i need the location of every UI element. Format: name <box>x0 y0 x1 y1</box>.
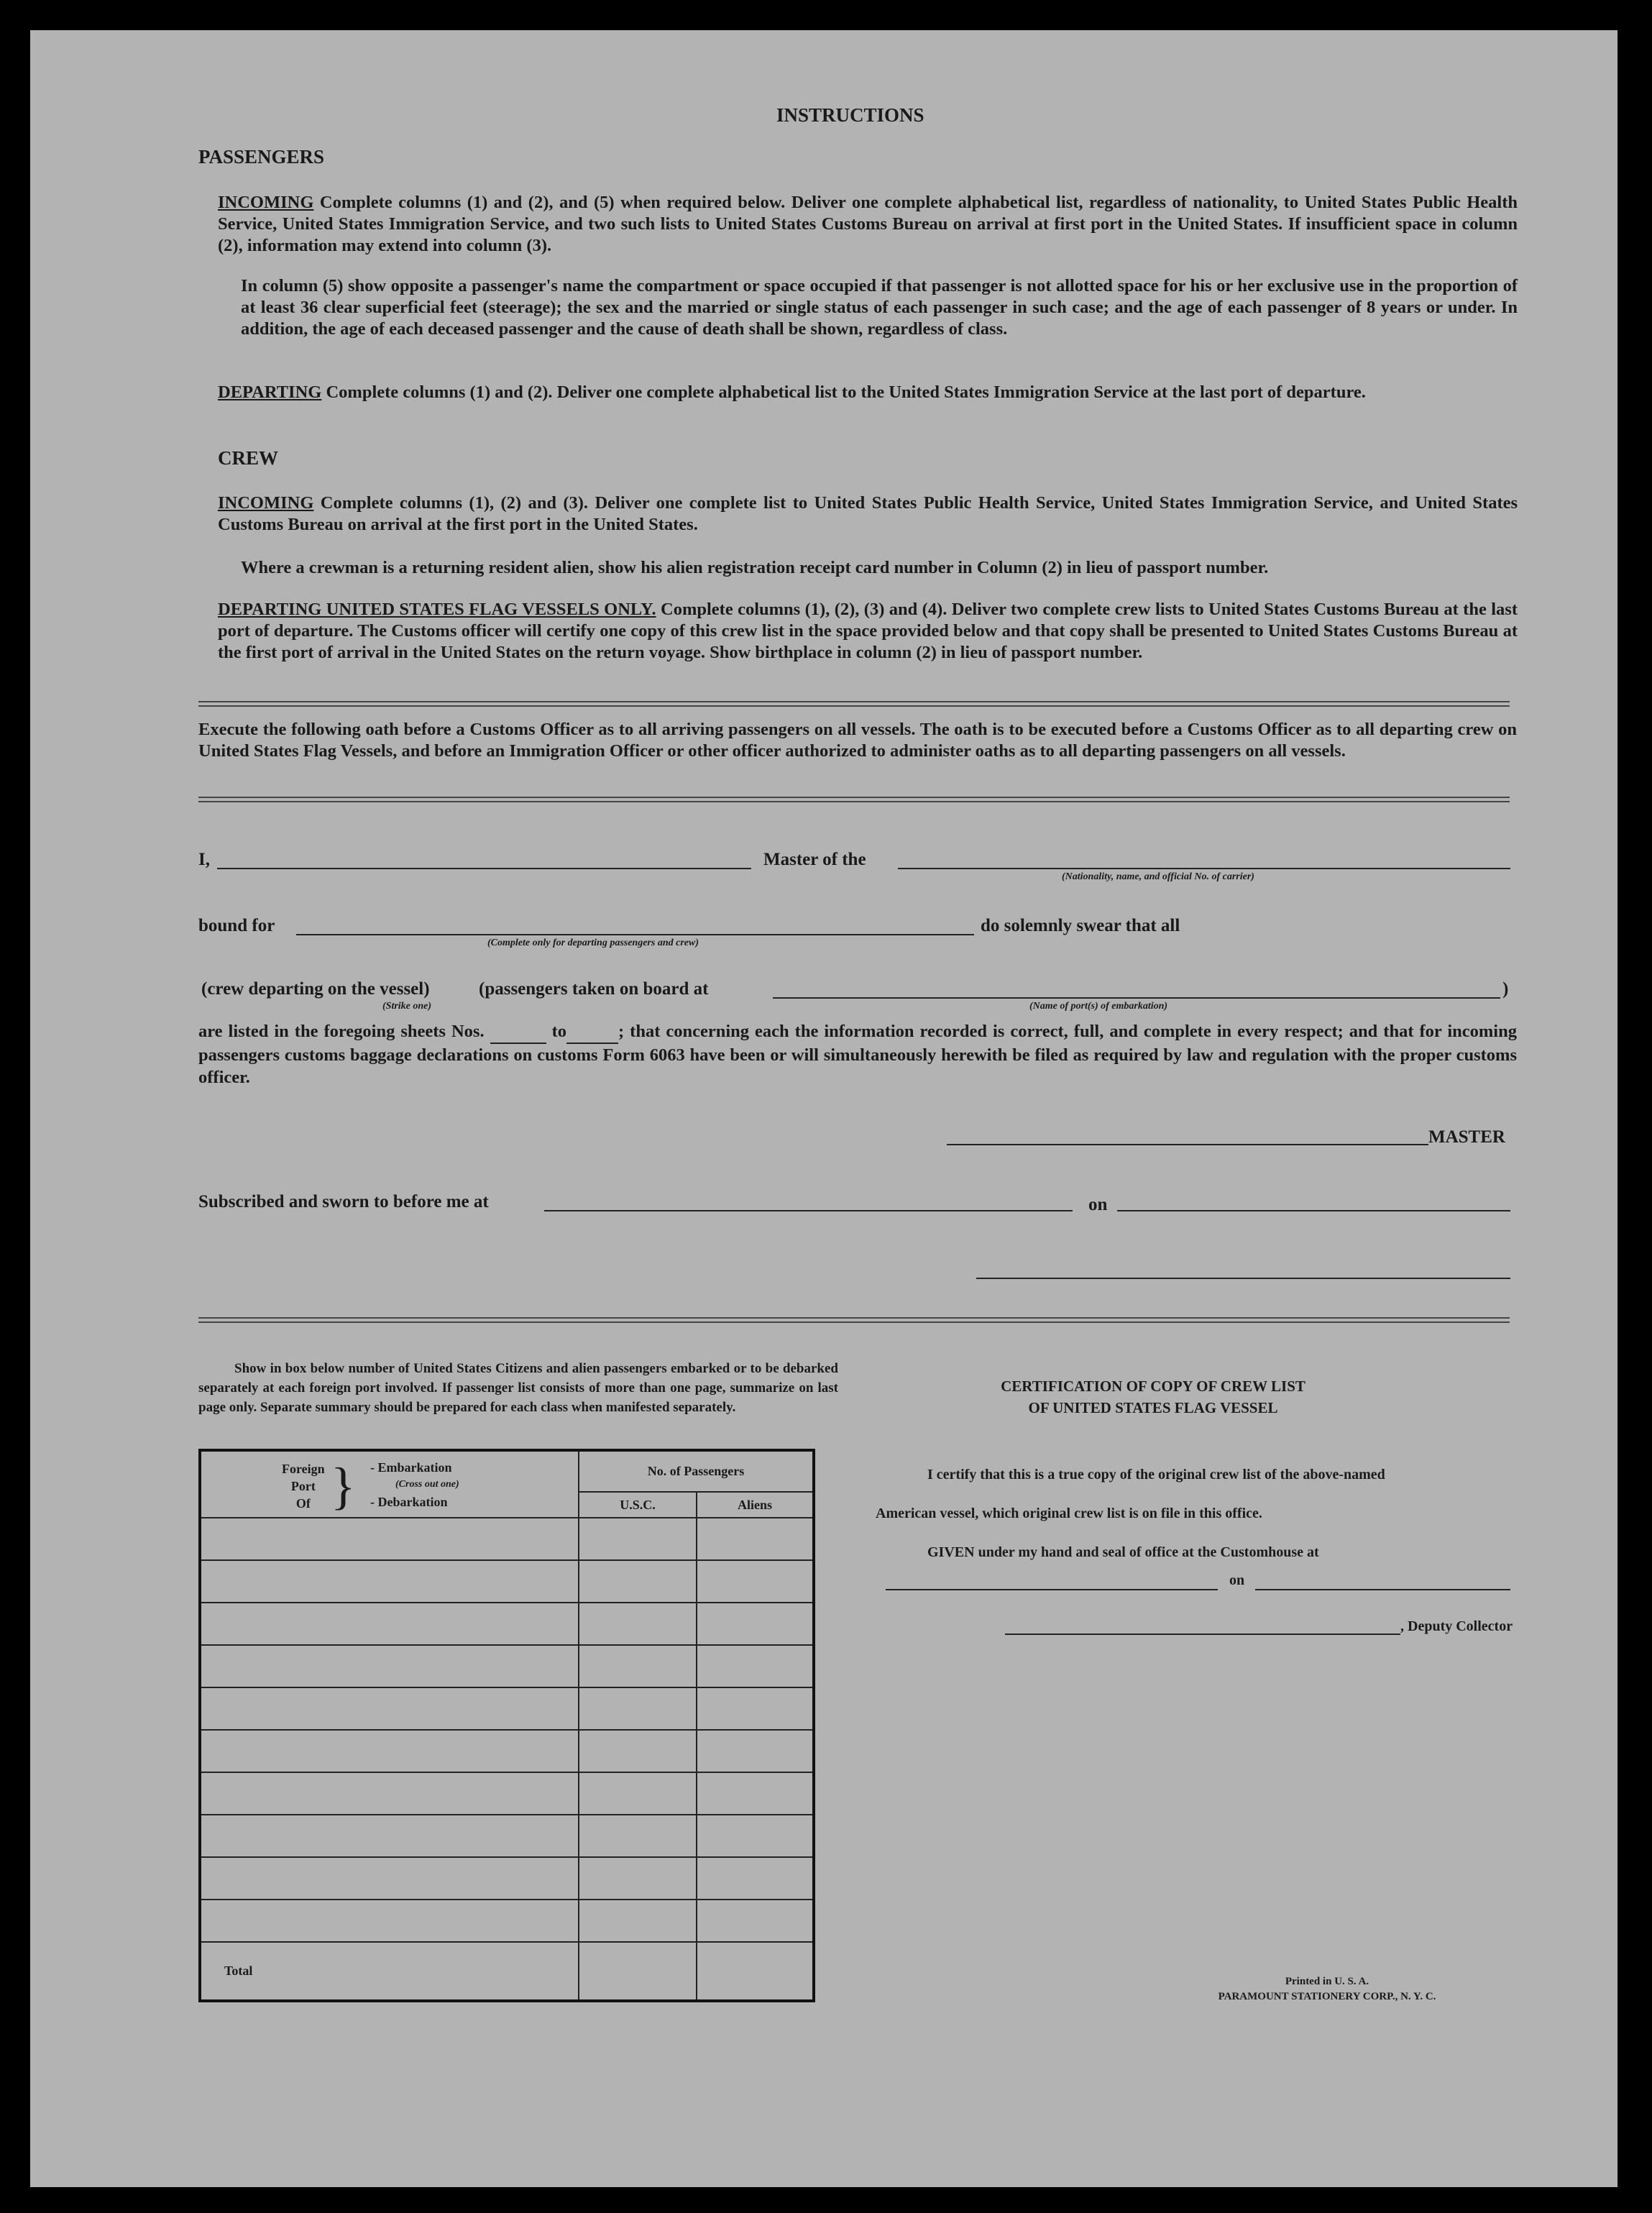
printer-imprint <box>1152 1974 1502 2004</box>
printer-company: PARAMOUNT STATIONERY CORP., N. Y. C. <box>1218 1991 1436 2002</box>
given-text: GIVEN under my hand and seal of office at the Customhouse at <box>927 1544 1319 1560</box>
crew-incoming-instruction <box>218 492 1518 536</box>
cross-out-note: (Cross out one) <box>395 1479 459 1490</box>
listed-prefix: are listed in the foregoing sheets Nos. <box>198 1022 485 1041</box>
usc-cell[interactable] <box>579 1645 697 1687</box>
port-cell[interactable] <box>200 1857 579 1900</box>
foreign-word: Foreign <box>282 1462 325 1476</box>
passenger-summary-table <box>198 1449 815 2002</box>
divider <box>198 701 1510 707</box>
strike-one-note: (Strike one) <box>382 1001 432 1012</box>
oath-statement <box>198 1020 1517 1089</box>
customhouse-field[interactable] <box>886 1589 1218 1590</box>
incoming-label: INCOMING <box>218 193 314 212</box>
certify-line2: American vessel, which original crew list is on file in this office. <box>876 1506 1262 1521</box>
subscribed-label: Subscribed and sworn to before me at <box>198 1192 489 1211</box>
usc-cell[interactable] <box>579 1857 697 1900</box>
usc-cell[interactable] <box>579 1603 697 1645</box>
ports-note: (Name of port(s) of embarkation) <box>1029 1001 1168 1012</box>
debarkation-label: - Debarkation <box>370 1495 448 1509</box>
certification-heading <box>864 1375 1442 1419</box>
carrier-note: (Nationality, name, and official No. of carrier) <box>1062 871 1254 882</box>
usc-cell[interactable] <box>579 1900 697 1942</box>
aliens-cell[interactable] <box>697 1518 814 1560</box>
divider <box>198 797 1510 802</box>
crew-departing-instruction <box>218 599 1518 664</box>
sworn-at-field[interactable] <box>544 1210 1073 1211</box>
port-cell[interactable] <box>200 1687 579 1730</box>
bound-for-label: bound for <box>198 916 275 935</box>
certification-date-field[interactable] <box>1255 1589 1510 1590</box>
aliens-cell[interactable] <box>697 1603 814 1645</box>
departing-label: DEPARTING <box>218 382 322 402</box>
crew-incoming-text: Complete columns (1), (2) and (3). Deliver one complete list to United States Public Health Service, United States Immigration Service, and United States Customs Bureau on arrival at the first port in the United States. <box>218 493 1518 534</box>
crew-departing-text: Complete columns (1), (2), (3) and (4). Deliver two complete crew lists to United States Customs Bureau at the last port of departure. The Customs officer will certify one copy of this crew list in the space provided below and that copy shall be presented to United States Customs Bureau at the first port of arrival in the United States on the return voyage. Show birthplace in column (2) in lieu of passport number. <box>218 600 1518 662</box>
port-word: Port <box>290 1479 316 1493</box>
usc-cell[interactable] <box>579 1772 697 1815</box>
port-cell[interactable] <box>200 1730 579 1772</box>
port-cell[interactable] <box>200 1603 579 1645</box>
usc-cell[interactable] <box>579 1730 697 1772</box>
port-cell[interactable] <box>200 1560 579 1603</box>
swear-text: do solemnly swear that all <box>981 916 1180 935</box>
divider <box>198 1317 1510 1323</box>
aliens-cell[interactable] <box>697 1645 814 1687</box>
usc-total-cell[interactable] <box>579 1942 697 2001</box>
embarkation-label: - Embarkation <box>370 1460 452 1475</box>
usc-cell[interactable] <box>579 1687 697 1730</box>
departing-text: Complete columns (1) and (2). Deliver one complete alphabetical list to the United States Immigration Service at the last port of departure. <box>326 382 1366 402</box>
aliens-cell[interactable] <box>697 1857 814 1900</box>
aliens-cell[interactable] <box>697 1772 814 1815</box>
crew-incoming-label: INCOMING <box>218 493 314 513</box>
certification-heading-line1: CERTIFICATION OF COPY OF CREW LIST <box>1001 1378 1305 1395</box>
passengers-heading: PASSENGERS <box>198 146 325 168</box>
usc-cell[interactable] <box>579 1560 697 1603</box>
usc-cell[interactable] <box>579 1815 697 1857</box>
aliens-cell[interactable] <box>697 1815 814 1857</box>
port-cell[interactable] <box>200 1645 579 1687</box>
master-signature-field[interactable] <box>947 1144 1428 1145</box>
aliens-header: Aliens <box>697 1492 814 1518</box>
brace-glyph: } <box>331 1457 356 1515</box>
certification-on-label: on <box>1229 1572 1245 1588</box>
usc-cell[interactable] <box>579 1518 697 1560</box>
foreign-port-of <box>282 1460 325 1512</box>
oath-instruction: Execute the following oath before a Customs Officer as to all arriving passengers on all vessels. The oath is to be executed before a Customs Officer as to all departing crew on United States Flag Vessels, and before an Immigration Officer or other officer authorized to administer oaths as to all departing passengers on all vessels. <box>198 720 1517 761</box>
aliens-cell[interactable] <box>697 1560 814 1603</box>
crewman-instruction: Where a crewman is a returning resident alien, show his alien registration receipt card number in Column (2) in lieu of passport number. <box>241 558 1269 577</box>
aliens-cell[interactable] <box>697 1900 814 1942</box>
master-of-the-label: Master of the <box>763 850 866 869</box>
port-cell[interactable] <box>200 1772 579 1815</box>
passengers-taken-option: (passengers taken on board at <box>479 979 709 999</box>
aliens-total-cell[interactable] <box>697 1942 814 2001</box>
crew-departing-option: (crew departing on the vessel) <box>201 979 430 999</box>
crew-heading: CREW <box>218 447 279 469</box>
form-page <box>30 30 1617 2187</box>
printed-in-usa: Printed in U. S. A. <box>1285 1976 1369 1987</box>
port-header-cell <box>200 1450 579 1518</box>
close-paren: ) <box>1502 979 1509 999</box>
to-label: to <box>551 1022 566 1041</box>
carrier-field[interactable] <box>898 868 1510 869</box>
certify-line1: I certify that this is a true copy of the original crew list of the above-named <box>927 1467 1385 1483</box>
master-label: MASTER <box>1428 1127 1505 1147</box>
incoming-text: Complete columns (1) and (2), and (5) when required below. Deliver one complete alphabetical list, regardless of nationality, to United States Public Health Service, United States Immigration Service, and two such lists to United States Customs Bureau on arrival at first port in the United States. If insufficient space in column (2), information may extend into column (3). <box>218 193 1518 255</box>
i-label: I, <box>198 850 210 869</box>
on-label: on <box>1088 1195 1108 1214</box>
summary-instruction: Show in box below number of United States Citizens and alien passengers embarked or to be debarked separately at each foreign port involved. If passenger list consists of more than one page, summarize on last page only. Separate summary should be prepared for each class when manifested separately. <box>198 1361 838 1415</box>
usc-header: U.S.C. <box>579 1492 697 1518</box>
crew-departing-label: DEPARTING UNITED STATES FLAG VESSELS ONLY. <box>218 600 656 619</box>
of-word: Of <box>295 1496 311 1511</box>
passengers-departing-instruction <box>218 382 1518 403</box>
aliens-cell[interactable] <box>697 1730 814 1772</box>
sheet-from-field[interactable] <box>490 1020 546 1044</box>
bound-for-field[interactable] <box>296 934 974 935</box>
port-cell[interactable] <box>200 1900 579 1942</box>
listed-rest: ; that concerning each the information recorded is correct, full, and complete in every respect; and that for incoming passengers customs baggage declarations on customs Form 6063 have been or will simultaneously herewith be filed as required by law and regulation with the proper customs officer. <box>198 1022 1517 1087</box>
sworn-date-field[interactable] <box>1117 1210 1510 1211</box>
master-name-field[interactable] <box>217 868 751 869</box>
total-label: Total <box>200 1942 579 2001</box>
embarkation-ports-field[interactable] <box>773 997 1500 999</box>
officer-signature-field[interactable] <box>976 1278 1510 1279</box>
departing-note: (Complete only for departing passengers and crew) <box>487 938 699 948</box>
certification-heading-line2: OF UNITED STATES FLAG VESSEL <box>1028 1399 1278 1416</box>
passengers-incoming-instruction <box>218 192 1518 257</box>
no-of-passengers-header: No. of Passengers <box>579 1450 814 1492</box>
instructions-title: INSTRUCTIONS <box>776 104 924 126</box>
column5-instruction: In column (5) show opposite a passenger's name the compartment or space occupied if that passenger is not allotted space for his or her exclusive use in the proportion of at least 36 clear superficial feet (steerage); the sex and the married or single status of each passenger in such case; and the age of each passenger of 8 years or under. In addition, the age of each deceased passenger and the cause of death shall be shown, regardless of class. <box>241 276 1518 339</box>
port-cell[interactable] <box>200 1815 579 1857</box>
port-cell[interactable] <box>200 1518 579 1560</box>
deputy-signature-field[interactable] <box>1005 1634 1400 1635</box>
sheet-to-field[interactable] <box>566 1020 618 1044</box>
aliens-cell[interactable] <box>697 1687 814 1730</box>
deputy-collector-label: , Deputy Collector <box>1400 1618 1513 1634</box>
